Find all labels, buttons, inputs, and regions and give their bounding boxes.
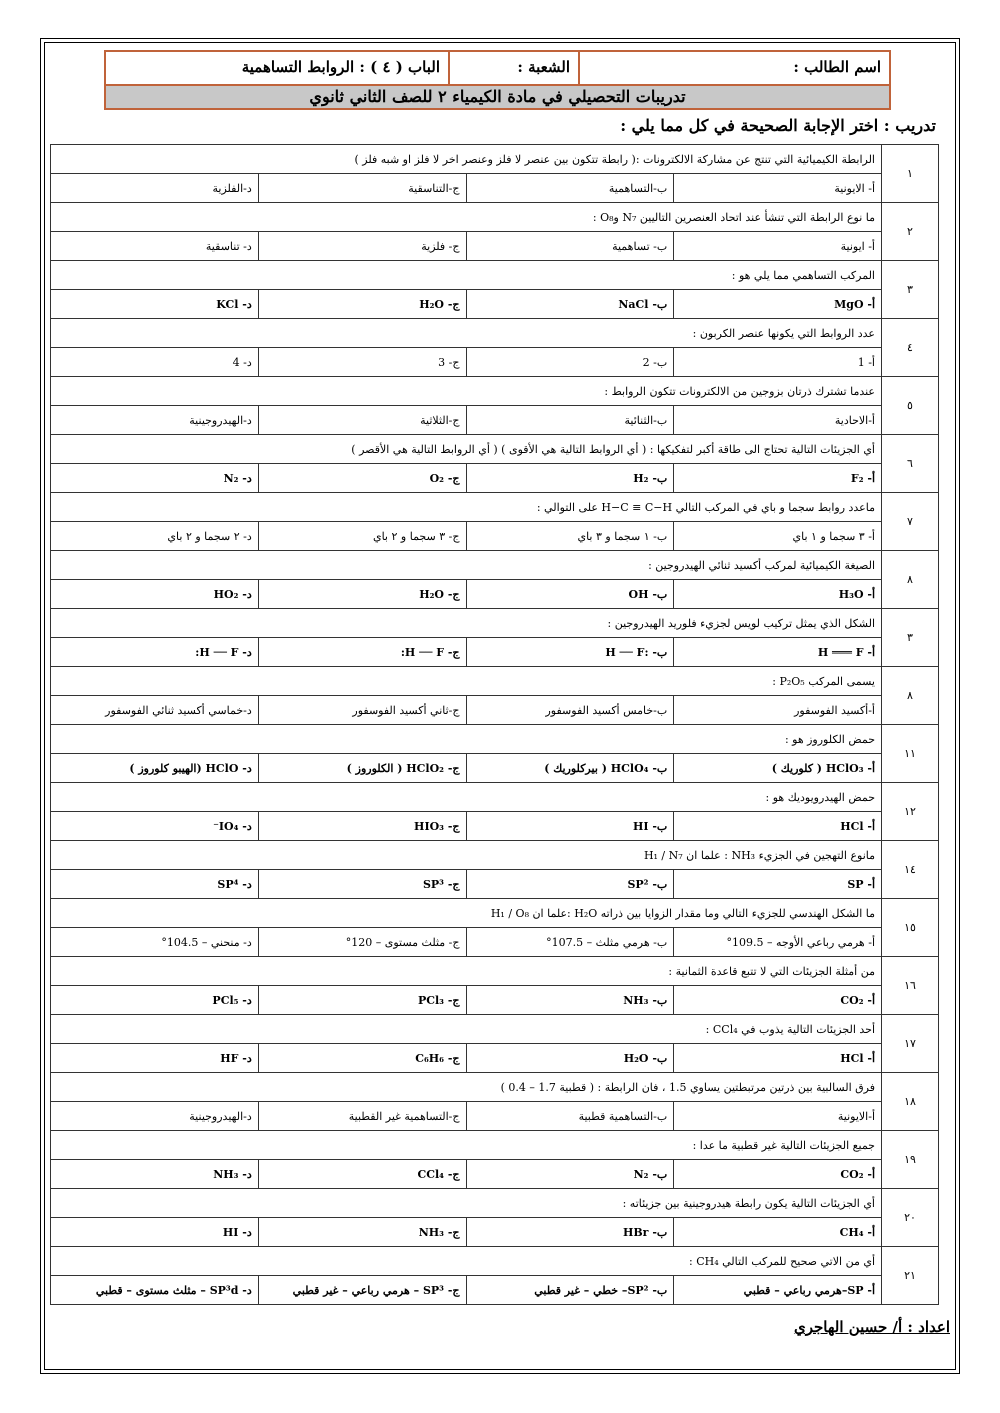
options-row [51,1044,939,1073]
question-number: ٦ [882,435,939,493]
answer-option[interactable]: د-الهيدروجينية [51,406,259,435]
question-number: ١٨ [882,1073,939,1131]
answer-option[interactable]: أ- SP–هرمي رباعي – قطبي [674,1276,882,1305]
answer-option[interactable]: ب- :H ── F [466,638,674,667]
options-row [51,348,939,377]
answer-option[interactable]: ب- NaCl [466,290,674,319]
answer-option[interactable]: أ-الاحادية [674,406,882,435]
answer-option[interactable]: ب- تساهمية [466,232,674,261]
options-row [51,812,939,841]
answer-option[interactable]: ب- N₂ [466,1160,674,1189]
question-row [51,841,939,870]
answer-option[interactable]: ب- HI [466,812,674,841]
question-number: ٤ [882,319,939,377]
question-number: ٥ [882,377,939,435]
answer-option[interactable]: ب- H₂O [466,1044,674,1073]
options-row [51,1276,939,1305]
answer-option[interactable]: ج- O₂ [258,464,466,493]
question-number: ٧ [882,493,939,551]
question-number: ٢١ [882,1247,939,1305]
answer-option[interactable]: د- IO₄⁻ [51,812,259,841]
question-number: ١٧ [882,1015,939,1073]
question-row [51,551,939,580]
options-row [51,406,939,435]
answer-option[interactable]: أ- ايونية [674,232,882,261]
question-stem: حمض الهيدرويوديك هو : [51,783,882,812]
answer-option[interactable]: د-خماسي أكسيد ثنائي الفوسفور [51,696,259,725]
answer-option[interactable]: د- HClO (الهيبو كلوروز ) [51,754,259,783]
answer-option[interactable]: ج-التناسقية [258,174,466,203]
question-number: ٣ [882,261,939,319]
answer-option[interactable]: ب- SP²– خطي – غير قطبي [466,1276,674,1305]
student-name-label: اسم الطالب : [793,58,881,76]
question-stem: أحد الجزيئات التالية يذوب في CCl₄ : [51,1015,882,1044]
question-row [51,1247,939,1276]
answer-option[interactable]: ج- SP³ [258,870,466,899]
questions-table [50,144,939,1305]
answer-option[interactable]: أ- H₃O [674,580,882,609]
answer-option[interactable]: د-الفلزية [51,174,259,203]
question-number: ١٢ [882,783,939,841]
answer-option[interactable]: أ- 1 [674,348,882,377]
answer-option[interactable]: ب- OH [466,580,674,609]
question-row [51,1189,939,1218]
options-row [51,290,939,319]
options-row [51,232,939,261]
options-row [51,754,939,783]
question-stem: من أمثلة الجزيئات التي لا تتبع قاعدة الثمانية : [51,957,882,986]
question-row [51,261,939,290]
question-row [51,957,939,986]
question-number: ٢ [882,203,939,261]
answer-option[interactable]: ب- ١ سجما و ٣ باي [466,522,674,551]
answer-option[interactable]: ب- NH₃ [466,986,674,1015]
question-number: ١ [882,145,939,203]
options-row [51,464,939,493]
answer-option[interactable]: أ- الايونية [674,174,882,203]
answer-option[interactable]: د- 4 [51,348,259,377]
answer-option[interactable]: ج-ثاني أكسيد الفوسفور [258,696,466,725]
answer-option[interactable]: أ- CO₂ [674,986,882,1015]
options-row [51,522,939,551]
page-title: تدريبات التحصيلي في مادة الكيمياء ٢ للصف الثاني ثانوي [104,84,891,110]
instruction: تدريب : اختر الإجابة الصحيحة في كل مما يلي : [620,116,936,135]
answer-option[interactable]: ب- هرمي مثلث – 107.5° [466,928,674,957]
options-row [51,696,939,725]
question-row [51,725,939,754]
answer-option[interactable]: ج- HClO₂ ( الكلوروز ) [258,754,466,783]
answer-option[interactable]: د-الهيدروجينية [51,1102,259,1131]
question-row [51,319,939,348]
answer-option[interactable]: أ- MgO [674,290,882,319]
answer-option[interactable]: ج- SP³ – هرمي رباعي – غير قطبي [258,1276,466,1305]
answer-option[interactable]: ب-التساهمية [466,174,674,203]
question-number: ١٦ [882,957,939,1015]
answer-option[interactable]: ج- H ── F: [258,638,466,667]
answer-option[interactable]: د- ٢ سجما و ٢ باي [51,522,259,551]
answer-option[interactable]: أ- F₂ [674,464,882,493]
question-stem: عندما تشترك ذرتان بزوجين من الالكترونات تتكون الروابط : [51,377,882,406]
answer-option[interactable]: أ- HClO₃ ( كلوريك ) [674,754,882,783]
header [104,50,891,110]
question-stem: أي من الاتي صحيح للمركب التالي CH₄ : [51,1247,882,1276]
answer-option[interactable]: د- H ── F: [51,638,259,667]
question-row [51,377,939,406]
question-number: ٨ [882,551,939,609]
question-row [51,609,939,638]
options-row [51,174,939,203]
question-row [51,1073,939,1102]
options-row [51,580,939,609]
question-row [51,435,939,464]
question-number: ٢٠ [882,1189,939,1247]
answer-option[interactable]: ب- HClO₄ ( بيركلوريك ) [466,754,674,783]
answer-option[interactable]: د- SP³d – مثلث مستوى – قطبي [51,1276,259,1305]
answer-option[interactable]: د- PCl₅ [51,986,259,1015]
answer-option[interactable]: د- HF [51,1044,259,1073]
answer-option[interactable]: ج- 3 [258,348,466,377]
question-stem: فرق السالبية بين ذرتين مرتبطتين يساوي 1.5 ، فان الرابطة : ( قطبية 1.7 – 0.4 ) [51,1073,882,1102]
question-row [51,1131,939,1160]
answer-option[interactable]: د- N₂ [51,464,259,493]
header-row [104,50,891,86]
question-stem: أي الجزيئات التالية تحتاج الى طاقة أكبر لتفكيكها : ( أي الروابط التالية هي الأقوى ) ( أي الروابط التالية هي الأقصر ) [51,435,882,464]
question-row [51,899,939,928]
answer-option[interactable]: ج-الثلاثية [258,406,466,435]
answer-option[interactable]: د- SP⁴ [51,870,259,899]
answer-option[interactable]: ج- HIO₃ [258,812,466,841]
question-number: ١٩ [882,1131,939,1189]
answer-option[interactable]: ج- فلزية [258,232,466,261]
answer-option[interactable]: ب- 2 [466,348,674,377]
options-row [51,1160,939,1189]
section-label: الشعبة : [517,58,570,76]
question-stem: الرابطة الكيميائية التي تنتج عن مشاركة الالكترونات :( رابطة تتكون بين عنصر لا فلز وعنصر اخر لا فلز او شبه فلز ) [51,145,882,174]
question-number: ١٤ [882,841,939,899]
question-stem: الصيغة الكيميائية لمركب أكسيد ثنائي الهيدروجين : [51,551,882,580]
answer-option[interactable]: أ- CO₂ [674,1160,882,1189]
question-stem: مانوع التهجين في الجزيء NH₃ : علما ان H₁ / N₇ [51,841,882,870]
question-number: ١١ [882,725,939,783]
answer-option[interactable]: ب- HBr [466,1218,674,1247]
answer-option[interactable]: أ- CH₄ [674,1218,882,1247]
answer-option[interactable]: ب-الثنائية [466,406,674,435]
answer-option[interactable]: ج- C₆H₆ [258,1044,466,1073]
answer-option[interactable]: د- HI [51,1218,259,1247]
chapter-label: الباب ( ٤ ) : الروابط التساهمية [241,58,440,76]
section-field[interactable] [448,52,578,84]
answer-option[interactable]: ج-التساهمية غير القطبية [258,1102,466,1131]
answer-option[interactable]: ب- SP² [466,870,674,899]
answer-option[interactable]: ج- NH₃ [258,1218,466,1247]
question-stem: أي الجزيئات التالية يكون رابطة هيدروجينية بين جزيئاته : [51,1189,882,1218]
answer-option[interactable]: ج- H₂O [258,580,466,609]
answer-option[interactable]: د- NH₃ [51,1160,259,1189]
options-row [51,1102,939,1131]
question-number: ١٥ [882,899,939,957]
options-row [51,870,939,899]
author: اعداد : أ/ حسين الهاجري [793,1318,950,1336]
question-stem: يسمى المركب P₂O₅ : [51,667,882,696]
student-name-field[interactable] [578,52,889,84]
answer-option[interactable]: أ- ٣ سجما و ١ باي [674,522,882,551]
question-number: ٨ [882,667,939,725]
answer-option[interactable]: أ- HCl [674,812,882,841]
answer-option[interactable]: أ- SP [674,870,882,899]
question-row [51,203,939,232]
question-stem: ما نوع الرابطة التي تنشأ عند اتحاد العنصرين التاليين N₇ وO₈ : [51,203,882,232]
answer-option[interactable]: ب- H₂ [466,464,674,493]
answer-option[interactable]: ج- ٣ سجما و ٢ باي [258,522,466,551]
answer-option[interactable]: د- تناسقية [51,232,259,261]
question-stem: عدد الروابط التي يكونها عنصر الكربون : [51,319,882,348]
answer-option[interactable]: د- منحني – 104.5° [51,928,259,957]
question-row [51,667,939,696]
answer-option[interactable]: أ-الايونية [674,1102,882,1131]
question-stem: المركب التساهمي مما يلي هو : [51,261,882,290]
question-row [51,493,939,522]
question-stem: الشكل الذي يمثل تركيب لويس لجزيء فلوريد الهيدروجين : [51,609,882,638]
options-row [51,1218,939,1247]
answer-option[interactable]: د- KCl [51,290,259,319]
answer-option[interactable]: ب-خامس أكسيد الفوسفور [466,696,674,725]
question-stem: جميع الجزيئات التالية غير قطبية ما عدا : [51,1131,882,1160]
answer-option[interactable]: ج- PCl₃ [258,986,466,1015]
answer-option[interactable]: ج- CCl₄ [258,1160,466,1189]
answer-option[interactable]: د- HO₂ [51,580,259,609]
question-row [51,783,939,812]
answer-option[interactable]: أ- HCl [674,1044,882,1073]
question-row [51,145,939,174]
options-row [51,928,939,957]
question-number: ٣ [882,609,939,667]
question-stem: ما الشكل الهندسي للجزيء التالي وما مقدار الزوايا بين ذراته H₂O :علما ان H₁ / O₈ [51,899,882,928]
question-row [51,1015,939,1044]
question-stem: ماعدد روابط سجما و باي في المركب التالي H−C ≡ C−H على التوالي : [51,493,882,522]
answer-option[interactable]: أ- هرمي رباعي الأوجه – 109.5° [674,928,882,957]
answer-option[interactable]: أ- H ═══ F [674,638,882,667]
answer-option[interactable]: ج- H₂O [258,290,466,319]
question-stem: حمض الكلوروز هو : [51,725,882,754]
options-row [51,638,939,667]
answer-option[interactable]: أ-أكسيد الفوسفور [674,696,882,725]
answer-option[interactable]: ج- مثلث مستوى – 120° [258,928,466,957]
answer-option[interactable]: ب-التساهمية قطبية [466,1102,674,1131]
options-row [51,986,939,1015]
